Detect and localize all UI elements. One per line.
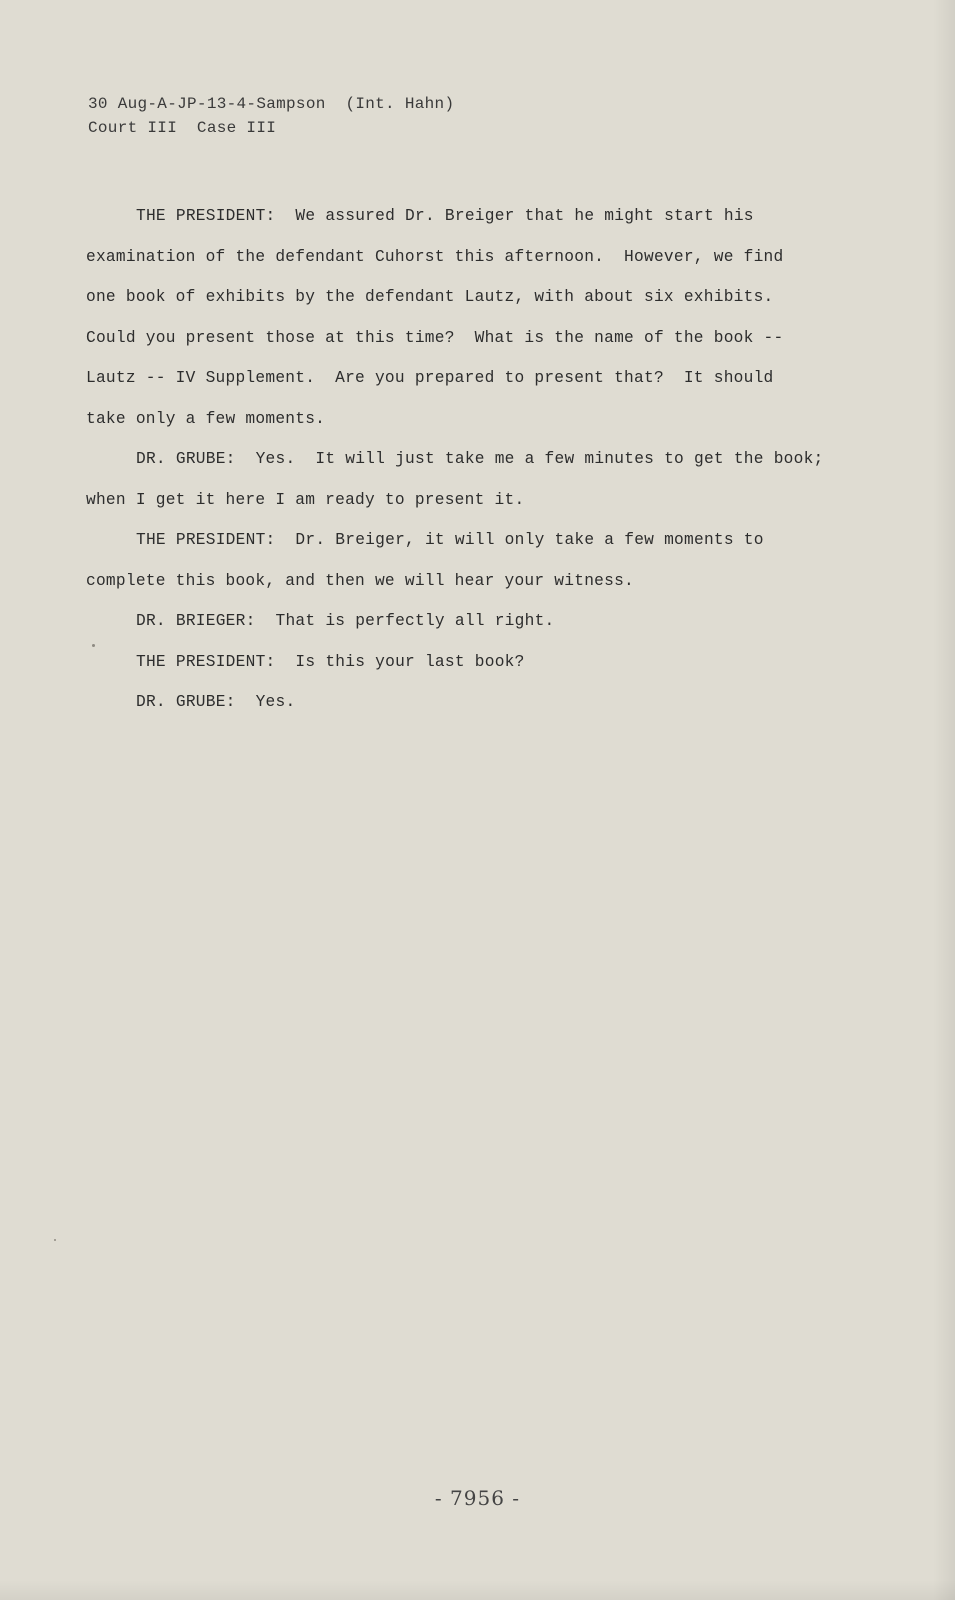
document-header bbox=[88, 92, 454, 140]
transcript-line: examination of the defendant Cuhorst this afternoon. However, we find bbox=[86, 247, 784, 266]
transcript-line: DR. BRIEGER: That is perfectly all right. bbox=[136, 612, 555, 630]
transcript-line: THE PRESIDENT: Dr. Breiger, it will only take a few moments to bbox=[136, 531, 764, 549]
transcript-line: Lautz -- IV Supplement. Are you prepared to present that? It should bbox=[86, 369, 774, 387]
transcript-line: Could you present those at this time? What is the name of the book -- bbox=[86, 328, 784, 347]
transcript-line: one book of exhibits by the defendant Lautz, with about six exhibits. bbox=[86, 288, 774, 306]
header-court-line: Court III Case III bbox=[88, 119, 277, 137]
paper-speck bbox=[54, 1239, 56, 1241]
transcript-body bbox=[86, 196, 866, 723]
transcript-line: when I get it here I am ready to present it. bbox=[86, 490, 525, 509]
transcript-line: take only a few moments. bbox=[86, 409, 326, 428]
transcript-line: DR. GRUBE: Yes. bbox=[136, 693, 296, 711]
page-edge-shadow bbox=[933, 0, 955, 1600]
transcript-line: complete this book, and then we will hear your witness. bbox=[86, 571, 635, 590]
transcript-line: THE PRESIDENT: We assured Dr. Breiger that he might start his bbox=[136, 207, 754, 225]
page-bottom-shadow bbox=[0, 1580, 955, 1600]
transcript-line: THE PRESIDENT: Is this your last book? bbox=[136, 652, 525, 671]
transcript-line: DR. GRUBE: Yes. It will just take me a few minutes to get the book; bbox=[136, 450, 824, 468]
header-reference-line: 30 Aug-A-JP-13-4-Sampson (Int. Hahn) bbox=[88, 95, 455, 113]
page-number: - 7956 - bbox=[434, 1486, 521, 1510]
